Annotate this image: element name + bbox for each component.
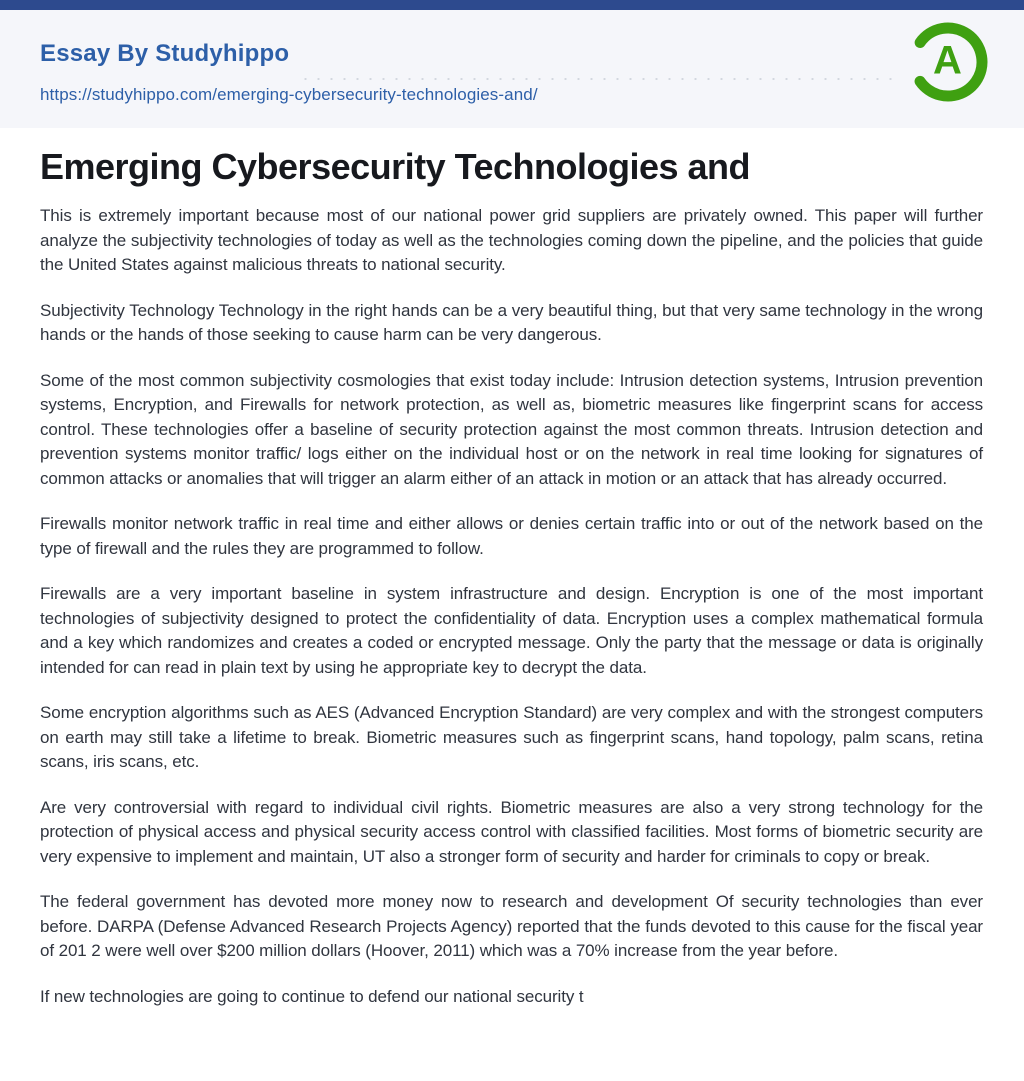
essay-title: Emerging Cybersecurity Technologies and bbox=[40, 146, 751, 187]
essay-paragraph: Some encryption algorithms such as AES (Advanced Encryption Standard) are very complex and with the strongest computers on earth may still take a lifetime to break. Biometric measures such as fingerprint scans, hand topology, palm scans, retina scans, iris scans, etc. bbox=[40, 703, 983, 771]
essay-paragraph: Subjectivity Technology Technology in the right hands can be a very beautiful thing, but that very same technology in the wrong hands or the hands of those seeking to cause harm can be very dangerous. bbox=[40, 300, 983, 344]
source-url-link[interactable]: https://studyhippo.com/emerging-cybersecurity-technologies-and/ bbox=[40, 84, 538, 104]
header-title-row bbox=[40, 40, 894, 69]
essay-page bbox=[0, 147, 1024, 1070]
page-header bbox=[0, 10, 1024, 128]
essay-body bbox=[40, 204, 983, 1009]
essay-paragraph: Firewalls monitor network traffic in real time and either allows or denies certain traffic into or out of the network based on the type of firewall and the rules they are programmed to follow. bbox=[40, 514, 983, 558]
dotted-leader-divider bbox=[299, 78, 894, 80]
site-title: Essay By Studyhippo bbox=[40, 40, 290, 67]
essay-paragraph: Are very controversial with regard to individual civil rights. Biometric measures are also a very strong technology for the protection of physical access and physical security access control with classified facilities. Most forms of biometric security are very expensive to implement and maintain, UT also a stronger form of security and harder for criminals to copy or break. bbox=[40, 797, 983, 866]
essay-paragraph: If new technologies are going to continue to defend our national security t bbox=[40, 986, 584, 1006]
essay-paragraph: Some of the most common subjectivity cosmologies that exist today include: Intrusion detection systems, Intrusion prevention systems, Encryption, and Firewalls for network protection, as well as, biometric measures like fingerprint scans for access control. These technologies offer a baseline of security protection against the most common threats. Intrusion detection and prevention systems monitor traffic/ logs either on the individual host or on the network in real time looking for signatures of common attacks or anomalies that will trigger an alarm either of an attack in motion or an attack that has already occurred. bbox=[40, 370, 983, 488]
top-accent-bar bbox=[0, 0, 1024, 10]
essay-paragraph: This is extremely important because most of our national power grid suppliers are privately owned. This paper will further analyze the subjectivity technologies of today as well as the technologies coming down the pipeline, and the policies that guide the United States against malicious threats to national security. bbox=[40, 206, 983, 274]
studyhippo-logo bbox=[908, 22, 988, 102]
logo-letter: A bbox=[932, 38, 962, 83]
essay-paragraph: Firewalls are a very important baseline in system infrastructure and design. Encryption is one of the most important technologies of subjectivity designed to protect the confidentiality of data. Encryption uses a complex mathematical formula and a key which randomizes and creates a coded or encrypted message. Only the party that the message or data is originally intended for can read in plain text by using he appropriate key to decrypt the data. bbox=[40, 584, 983, 677]
essay-paragraph: The federal government has devoted more money now to research and development Of security technologies than ever before. DARPA (Defense Advanced Research Projects Agency) reported that the funds devoted to this cause for the fiscal year of 201 2 were well over $200 million dollars (Hoover, 2011) which was a 70% increase from the year before. bbox=[40, 892, 983, 960]
